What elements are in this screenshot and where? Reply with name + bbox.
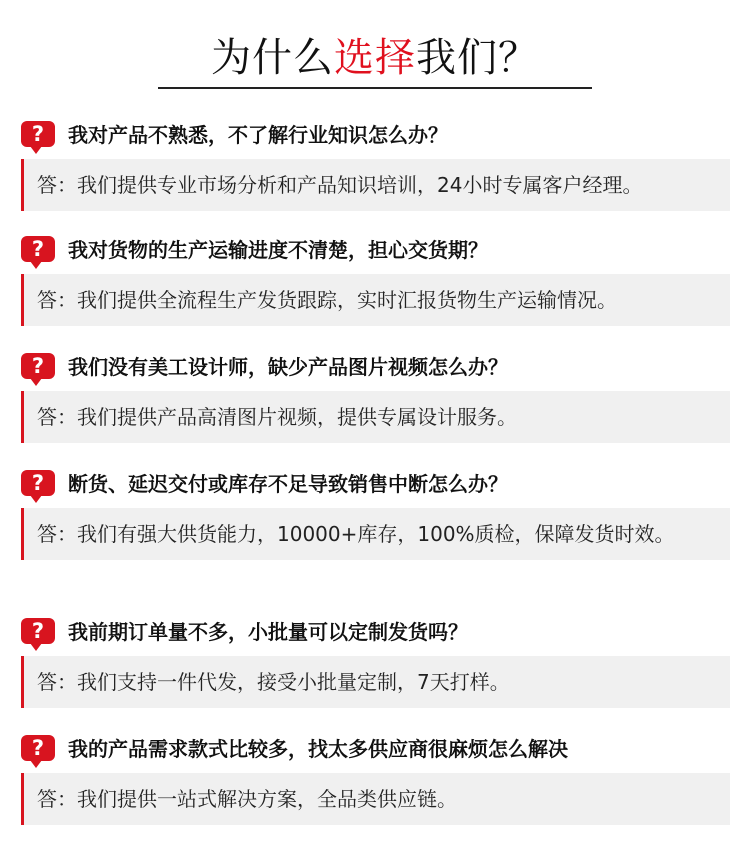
faq-item-2: [21, 234, 730, 326]
page-title: [0, 32, 750, 84]
answer-box: [21, 656, 730, 708]
faq-item-4: [21, 468, 730, 560]
answer-box: [21, 274, 730, 326]
question-row: [21, 733, 730, 769]
answer-box: [21, 773, 730, 825]
answer-label: 答：: [37, 288, 77, 312]
answer-label: 答：: [37, 405, 77, 429]
answer-label: 答：: [37, 522, 77, 546]
answer-box: [21, 391, 730, 443]
question-row: [21, 351, 730, 387]
question-text: 断货、延迟交付或库存不足导致销售中断怎么办？: [68, 472, 508, 496]
question-row: [21, 234, 730, 270]
answer-label: 答：: [37, 787, 77, 811]
answer-text: 我们支持一件代发，接受小批量定制，7天打样。: [77, 670, 510, 694]
title-part-1: 为什么: [211, 35, 334, 81]
answer-text: 我们有强大供货能力，10000+库存，100%质检，保障发货时效。: [77, 522, 675, 546]
question-badge-icon: ?: [21, 618, 55, 644]
question-text: 我前期订单量不多，小批量可以定制发货吗？: [68, 620, 468, 644]
answer-label: 答：: [37, 670, 77, 694]
question-text: 我对产品不熟悉，不了解行业知识怎么办？: [68, 123, 448, 147]
question-text: 我的产品需求款式比较多，找太多供应商很麻烦怎么解决: [68, 737, 568, 761]
answer-text: 我们提供产品高清图片视频，提供专属设计服务。: [77, 405, 517, 429]
answer-label: 答：: [37, 173, 77, 197]
question-badge-icon: ?: [21, 121, 55, 147]
answer-box: [21, 159, 730, 211]
question-row: [21, 119, 730, 155]
answer-text: 我们提供专业市场分析和产品知识培训，24小时专属客户经理。: [77, 173, 643, 197]
question-row: [21, 616, 730, 652]
title-underline: [158, 87, 592, 89]
question-text: 我们没有美工设计师，缺少产品图片视频怎么办？: [68, 355, 508, 379]
answer-text: 我们提供全流程生产发货跟踪，实时汇报货物生产运输情况。: [77, 288, 617, 312]
question-badge-icon: ?: [21, 735, 55, 761]
question-badge-icon: ?: [21, 353, 55, 379]
answer-box: [21, 508, 730, 560]
title-highlight: 选择: [334, 35, 416, 81]
title-part-2: 我们？: [416, 35, 539, 81]
question-text: 我对货物的生产运输进度不清楚，担心交货期？: [68, 238, 488, 262]
faq-item-6: [21, 733, 730, 825]
answer-text: 我们提供一站式解决方案，全品类供应链。: [77, 787, 457, 811]
question-badge-icon: ?: [21, 236, 55, 262]
question-badge-icon: ?: [21, 470, 55, 496]
faq-item-1: [21, 119, 730, 211]
faq-item-3: [21, 351, 730, 443]
question-row: [21, 468, 730, 504]
faq-item-5: [21, 616, 730, 708]
